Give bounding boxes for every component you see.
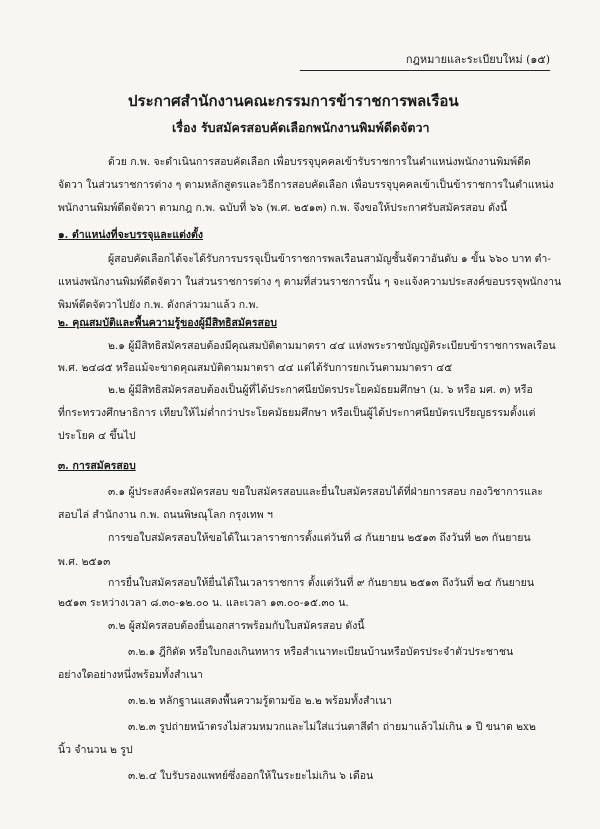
section-heading-1: ๑. ตำแหน่งที่จะบรรจุและแต่งตั้ง [58, 229, 203, 241]
body-line: นิ้ว จำนวน ๒ รูป [58, 744, 133, 756]
body-line: ๓.๒ ผู้สมัครสอบต้องยื่นเอกสารพร้อมกับใบสมัครสอบ ดังนี้ [108, 620, 365, 632]
body-line: ๓.๑ ผู้ประสงค์จะสมัครสอบ ขอใบสมัครสอบและยื่นใบสมัครสอบได้ที่ฝ่ายการสอบ กองวิชาการและ [108, 486, 543, 498]
body-line: ๓.๒.๔ ใบรับรองแพทย์ซึ่งออกให้ในระยะไม่เกิน ๖ เดือน [128, 770, 374, 782]
body-line: ประโยค ๔ ขึ้นไป [58, 430, 136, 442]
body-line: พิมพ์ดีดจัตวาไปยัง ก.พ. ดังกล่าวมาแล้ว ก.พ. [58, 299, 259, 311]
body-line: ๓.๒.๒ หลักฐานแสดงพื้นความรู้ตามข้อ ๒.๒ พร้อมทั้งสำเนา [128, 695, 392, 707]
body-line: ๒.๒ ผู้มีสิทธิสมัครสอบต้องเป็นผู้ที่ได้ประกาศนียบัตรประโยคมัธยมศึกษา (ม. ๖ หรือ มศ. ๓) หรือ [108, 384, 533, 396]
body-line: ผู้สอบคัดเลือกได้จะได้รับการบรรจุเป็นข้าราชการพลเรือนสามัญชั้นจัตวาอันดับ ๑ ขั้น ๖๖๐ บาท ตำ- [108, 253, 551, 265]
doc-subtitle: เรื่อง รับสมัครสอบคัดเลือกพนักงานพิมพ์ดีดจัตวา [172, 120, 430, 135]
body-line: ด้วย ก.พ. จะดำเนินการสอบคัดเลือก เพื่อบรรจุบุคคลเข้ารับราชการในตำแหน่งพนักงานพิมพ์ดีด [108, 156, 531, 168]
body-line: ที่กระทรวงศึกษาธิการ เทียบให้ไม่ต่ำกว่าประโยคมัธยมศึกษา หรือเป็นผู้ได้ประกาศนียบัตรเปรียญธรรมตั้งแต่ [58, 407, 536, 419]
section-heading-3: ๓. การสมัครสอบ [58, 460, 136, 472]
doc-title: ประกาศสำนักงานคณะกรรมการข้าราชการพลเรือน [128, 92, 459, 110]
body-line: การยื่นใบสมัครสอบให้ยื่นได้ในเวลาราชการ ตั้งแต่วันที่ ๙ กันยายน ๒๕๑๓ ถึงวันที่ ๒๔ กันยายน [108, 577, 535, 589]
body-line: พ.ศ. ๒๔๘๕ หรือแม้จะขาดคุณสมบัติตามมาตรา ๔๔ แต่ได้รับการยกเว้นตามมาตรา ๔๕ [58, 362, 453, 374]
section-heading-2: ๒. คุณสมบัติและพื้นความรู้ของผู้มีสิทธิสมัครสอบ [58, 317, 277, 329]
body-line: พ.ศ. ๒๕๑๓ [58, 556, 111, 568]
body-line: อย่างใดอย่างหนึ่งพร้อมทั้งสำเนา [58, 669, 203, 681]
body-line: จัตวา ในส่วนราชการต่าง ๆ ตามหลักสูตรและวิธีการสอบคัดเลือก เพื่อบรรจุบุคคลเข้าเป็นข้าราชการในตำแหน่ง [58, 179, 554, 191]
body-line: ๓.๒.๓ รูปถ่ายหน้าตรงไม่สวมหมวกและไม่ใส่แว่นตาสีดำ ถ่ายมาแล้วไม่เกิน ๑ ปี ขนาด ๒x๒ [128, 721, 536, 733]
body-line: พนักงานพิมพ์ดีดจัตวา ตามกฎ ก.พ. ฉบับที่ ๖๖ (พ.ศ. ๒๕๑๓) ก.พ. จึงขอให้ประกาศรับสมัครสอบ ดังนี้ [58, 202, 508, 214]
body-line: ๓.๒.๑ ฎีกิดัด หรือใบกองเกินทหาร หรือสำเนาทะเบียนบ้านหรือบัตรประจำตัวประชาชน [128, 646, 514, 658]
body-line: สอบไล่ สำนักงาน ก.พ. ถนนพิษณุโลก กรุงเทพ ฯ [58, 509, 273, 521]
body-line: แหน่งพนักงานพิมพ์ดีดจัตวา ในส่วนราชการต่าง ๆ ตามที่ส่วนราชการนั้น ๆ จะแจ้งความประสงค์ขอบรรจุพนักงาน [58, 276, 562, 288]
body-line: ๒๕๑๓ ระหว่างเวลา ๘.๓๐-๑๒.๐๐ น. และเวลา ๑๓.๐๐-๑๕.๓๐ น. [58, 597, 349, 609]
body-line: ๒.๑ ผู้มีสิทธิสมัครสอบต้องมีคุณสมบัติตามมาตรา ๔๔ แห่งพระราชบัญญัติระเบียบข้าราชการพลเรือน [108, 340, 556, 352]
page-header: กฎหมายและระเบียบใหม่ (๑๕) [405, 53, 550, 66]
header-rule [300, 70, 550, 71]
body-line: การขอใบสมัครสอบให้ขอได้ในเวลาราชการตั้งแต่วันที่ ๘ กันยายน ๒๕๑๓ ถึงวันที่ ๒๓ กันยายน [108, 532, 531, 544]
